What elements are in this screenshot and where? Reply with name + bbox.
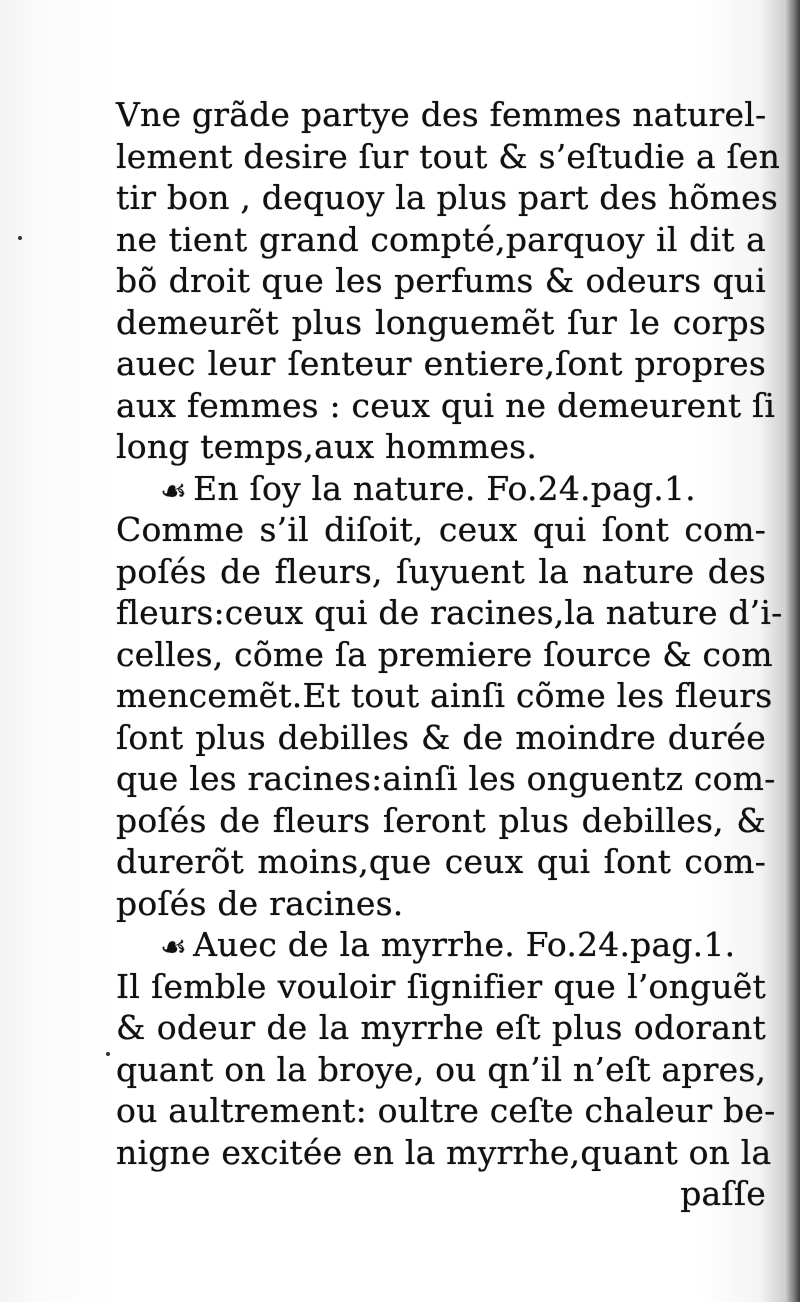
fleuron-icon: ☙	[160, 473, 188, 509]
text-line: nigne excitée en la myrrhe,quant on la	[116, 1132, 772, 1172]
text-line: & odeur de la myrrhe eſt plus odorant	[116, 1008, 766, 1047]
text-line: Il ſemble vouloir ſignifier que l’onguẽt	[116, 966, 766, 1006]
text-line: ne tient grand compté,parquoy il dit a	[116, 219, 766, 259]
section-heading	[116, 924, 766, 966]
text-line: quant on la broye, ou qn’il n’eſt apres,	[116, 1049, 767, 1089]
text-line: ou aultrement: oultre ceſte chaleur be-	[116, 1091, 776, 1130]
page-edge-shadow	[786, 0, 800, 1302]
text-line: poſés de fleurs, ſuyuent la nature des	[116, 551, 766, 591]
text-line: demeurẽt plus longuemẽt ſur le corps	[116, 302, 766, 342]
text-line: long temps,aux hommes.	[116, 427, 538, 466]
text-line: fleurs:ceux qui de racines,la nature d’i-	[116, 593, 783, 632]
text-line: que les racines:ainſi les onguentz com-	[116, 759, 776, 798]
ink-speck	[18, 236, 22, 240]
ink-speck	[106, 1052, 110, 1056]
section-heading	[116, 468, 766, 510]
text-line: auec leur ſenteur entiere,ſont propres	[116, 344, 766, 383]
text-line: Vne grãde partye des femmes naturel-	[116, 95, 767, 134]
page-text	[116, 94, 783, 1215]
text-line: ſont plus debilles & de moindre durée	[116, 717, 766, 757]
text-line: aux femmes : ceux qui ne demeurent ſi	[116, 385, 776, 425]
text-line: poſés de racines.	[116, 883, 404, 923]
text-line: bõ droit que les perfums & odeurs qui	[116, 261, 766, 300]
heading-text: Auec de la myrrhe. Fo.24.pag.1.	[193, 925, 736, 964]
fleuron-icon: ☙	[160, 930, 188, 965]
text-line: durerõt moins,que ceux qui ſont com-	[116, 842, 766, 881]
text-line: lement desire ſur tout & s’eſtudie a ſen	[116, 136, 781, 176]
text-line: celles, cõme ſa premiere ſource & com	[116, 634, 773, 674]
text-line: tir bon , dequoy la plus part des hõmes	[116, 178, 778, 217]
catchword: paſſe	[680, 1174, 766, 1213]
text-line: mencemẽt.Et tout ainſi cõme les fleurs	[116, 676, 773, 715]
text-line: Comme s’il diſoit, ceux qui ſont com-	[116, 510, 766, 549]
heading-text: En ſoy la nature. Fo.24.pag.1.	[193, 468, 696, 508]
text-line: poſés de fleurs ſeront plus debilles, &	[116, 800, 766, 840]
